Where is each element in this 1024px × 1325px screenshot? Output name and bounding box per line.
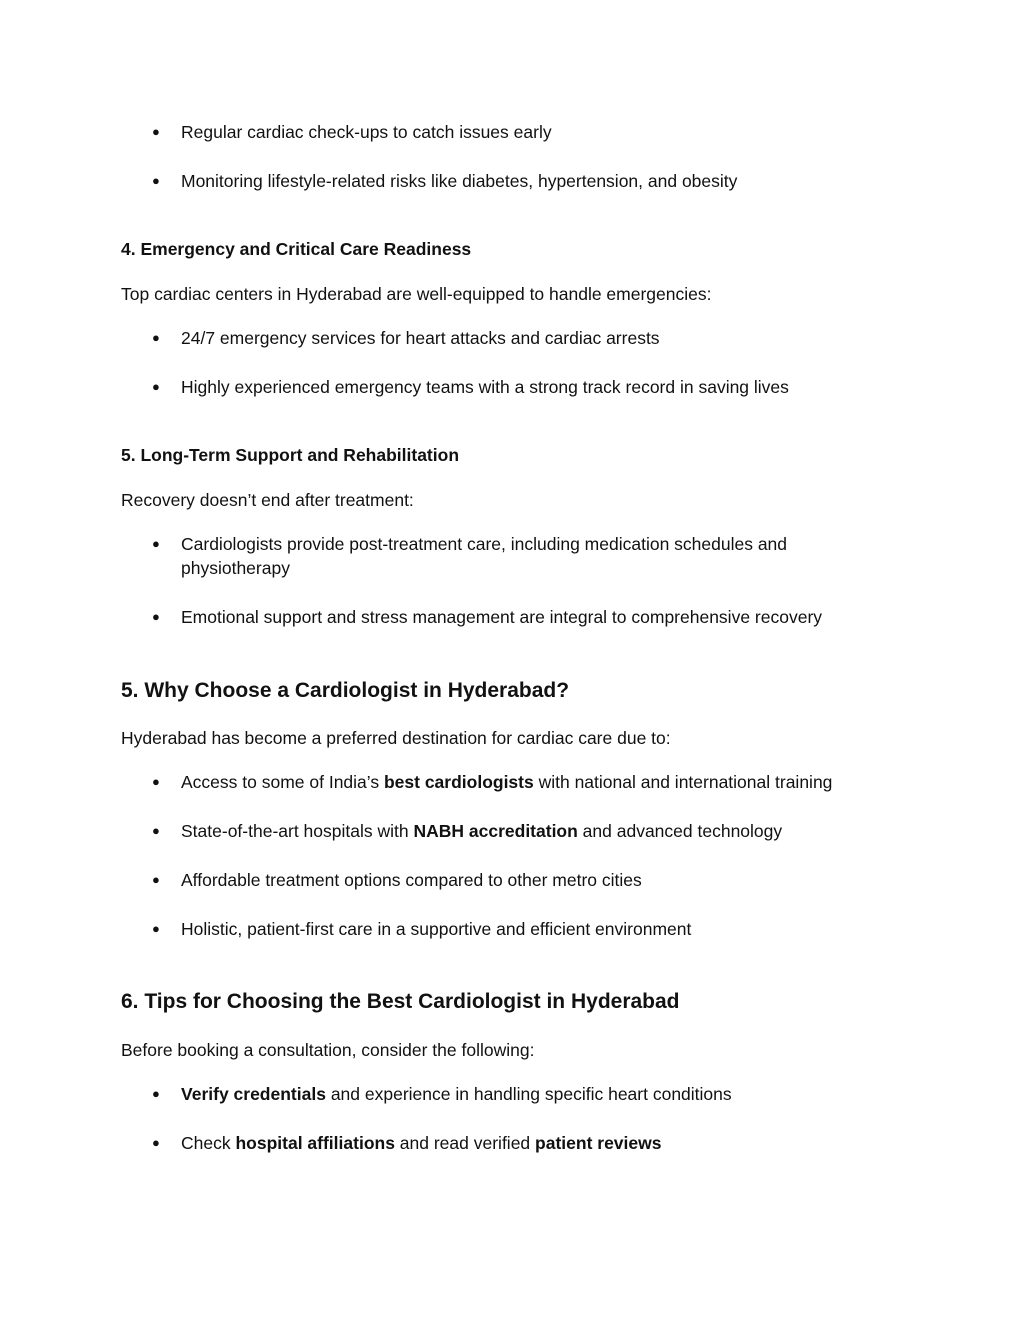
list-item-text: Monitoring lifestyle-related risks like diabetes, hypertension, and obesity xyxy=(181,171,738,191)
list-item-text: Verify credentials and experience in handling specific heart conditions xyxy=(181,1084,732,1104)
emphasis: NABH accreditation xyxy=(413,821,578,841)
emphasis: hospital affiliations xyxy=(235,1133,395,1153)
emphasis: patient reviews xyxy=(535,1133,662,1153)
bullet-icon: ● xyxy=(152,774,160,789)
list-item-text: Regular cardiac check-ups to catch issues early xyxy=(181,122,552,142)
list-item-text: Access to some of India’s best cardiologists with national and international training xyxy=(181,772,833,792)
bullet-icon: ● xyxy=(152,124,160,139)
list-item-text: Emotional support and stress management are integral to comprehensive recovery xyxy=(181,607,823,627)
bullet-icon: ● xyxy=(152,173,160,188)
emphasis: Verify credentials xyxy=(181,1084,326,1104)
list-item-text: Check hospital affiliations and read verified patient reviews xyxy=(181,1133,662,1153)
paragraph: Top cardiac centers in Hyderabad are well-equipped to handle emergencies: xyxy=(121,284,712,304)
bullet-icon: ● xyxy=(152,872,160,887)
bullet-icon: ● xyxy=(152,330,160,345)
bullet-icon: ● xyxy=(152,536,160,551)
bullet-icon: ● xyxy=(152,1135,160,1150)
bullet-icon: ● xyxy=(152,379,160,394)
paragraph: Hyderabad has become a preferred destination for cardiac care due to: xyxy=(121,728,671,748)
paragraph: Recovery doesn’t end after treatment: xyxy=(121,490,414,510)
list-item-text: Affordable treatment options compared to other metro cities xyxy=(181,870,642,890)
list-item-text: Cardiologists provide post-treatment care, including medication schedules and physiotherapy xyxy=(181,534,788,578)
list-item-text: Holistic, patient-first care in a supportive and efficient environment xyxy=(181,919,692,939)
bullet-icon: ● xyxy=(152,823,160,838)
section-title: 5. Why Choose a Cardiologist in Hyderabad? xyxy=(121,679,570,702)
list-item-text: State-of-the-art hospitals with NABH accreditation and advanced technology xyxy=(181,821,783,841)
list-item-text: Highly experienced emergency teams with a strong track record in saving lives xyxy=(181,377,789,397)
section-heading: 5. Long-Term Support and Rehabilitation xyxy=(121,445,460,465)
bullet-icon: ● xyxy=(152,1086,160,1101)
emphasis: best cardiologists xyxy=(383,772,534,792)
list-item-text: 24/7 emergency services for heart attacks and cardiac arrests xyxy=(181,328,660,348)
section-heading: 4. Emergency and Critical Care Readiness xyxy=(121,239,472,259)
paragraph: Before booking a consultation, consider the following: xyxy=(121,1040,535,1060)
bullet-icon: ● xyxy=(152,609,160,624)
bullet-icon: ● xyxy=(152,921,160,936)
section-title: 6. Tips for Choosing the Best Cardiologist in Hyderabad xyxy=(121,990,680,1013)
